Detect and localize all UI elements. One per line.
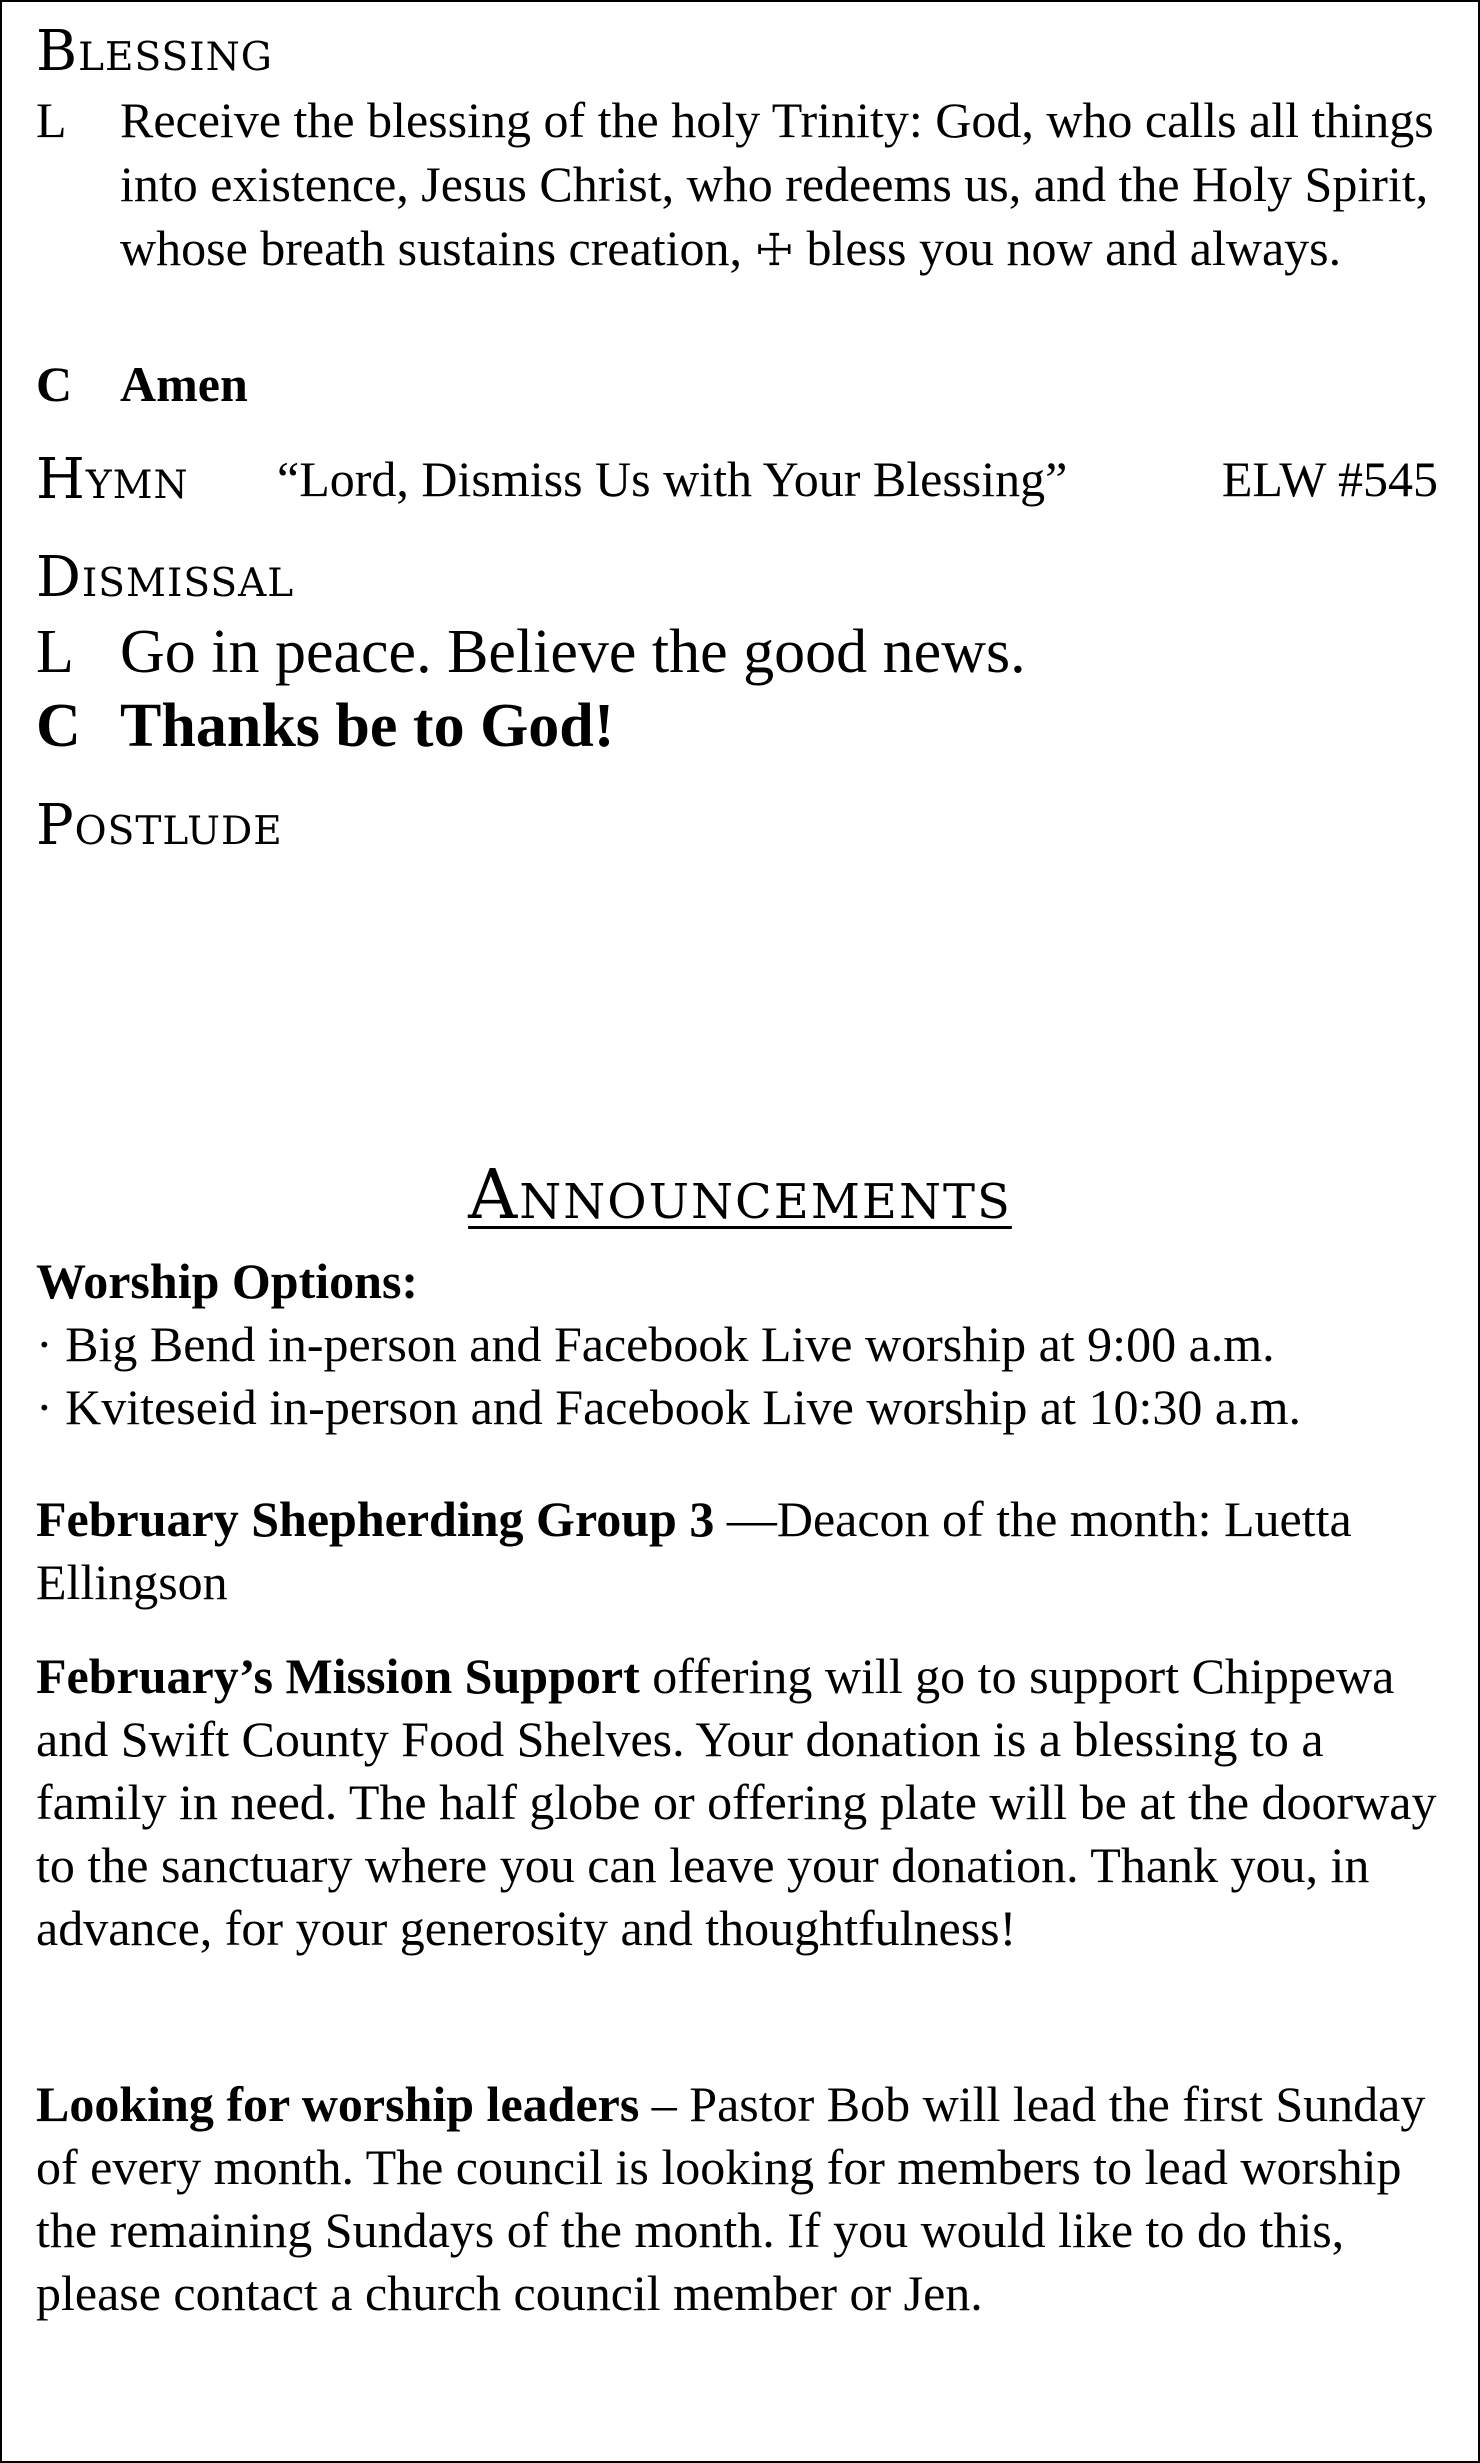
dismissal-congregation-line [36, 688, 1448, 764]
mission-text: offering will go to support Chippewa and Swift County Food Shelves. Your donation is a blessing to a family in need. The half globe or offering plate will be at the doorway to the sanctuary where you can leave your donation. Thank you, in advance, for your generosity and thoughtfulness! [36, 1648, 1437, 1956]
dismissal-congregation-text: Thanks be to God! [120, 692, 615, 760]
worship-leaders-paragraph [36, 2073, 1448, 2325]
blessing-leader-text-part2: bless you now and always. [806, 220, 1342, 276]
hymn-title: “Lord, Dismiss Us with Your Blessing” [277, 451, 1068, 507]
shepherding-text: —Deacon of the month: Luetta Ellingson [36, 1491, 1352, 1610]
worship-option-item: · Kviteseid in-person and Facebook Live worship at 10:30 a.m. [36, 1379, 1301, 1435]
announcements-heading-text: Announcements [468, 1156, 1012, 1235]
congregation-speaker-label: C [36, 356, 73, 412]
blessing-congregation-text: Amen [120, 356, 248, 412]
blessing-leader-line [36, 88, 1448, 283]
postlude-heading: Postlude [36, 793, 283, 858]
hymn-number: ELW #545 [1221, 451, 1438, 507]
leaders-bold-lead: Looking for worship leaders [36, 2076, 640, 2132]
hymn-heading: Hymn [36, 447, 189, 512]
congregation-speaker-label: C [36, 692, 81, 760]
worship-options-block [36, 1250, 1448, 1439]
blessing-heading: Blessing [36, 19, 273, 84]
leader-speaker-label: L [36, 618, 74, 686]
worship-options-title: Worship Options: [36, 1253, 419, 1309]
mission-support-paragraph [36, 1645, 1448, 1960]
leader-speaker-label: L [36, 92, 67, 148]
dismissal-leader-text: Go in peace. Believe the good news. [120, 618, 1026, 686]
blessing-leader-text [120, 88, 1448, 283]
announcements-heading [2, 1156, 1478, 1235]
dismissal-leader-line [36, 614, 1448, 690]
blessing-congregation-line [36, 352, 1448, 416]
blessing-leader-text-part1: Receive the blessing of the holy Trinity: God, who calls all things into existence, Jesus Christ, who redeems us, and the Holy Spirit, whose breath sustains creation, [120, 92, 1434, 276]
shepherding-paragraph [36, 1488, 1448, 1614]
shepherding-bold-lead: February Shepherding Group 3 [36, 1491, 715, 1547]
worship-option-item: · Big Bend in-person and Facebook Live worship at 9:00 a.m. [36, 1316, 1275, 1372]
cross-icon: ☩ [754, 225, 794, 276]
mission-bold-lead: February’s Mission Support [36, 1648, 640, 1704]
leaders-text: – Pastor Bob will lead the first Sunday of every month. The council is looking for members to lead worship the remaining Sundays of the month. If you would like to do this, please contact a church council member or Jen. [36, 2076, 1426, 2321]
dismissal-heading: Dismissal [36, 545, 295, 610]
